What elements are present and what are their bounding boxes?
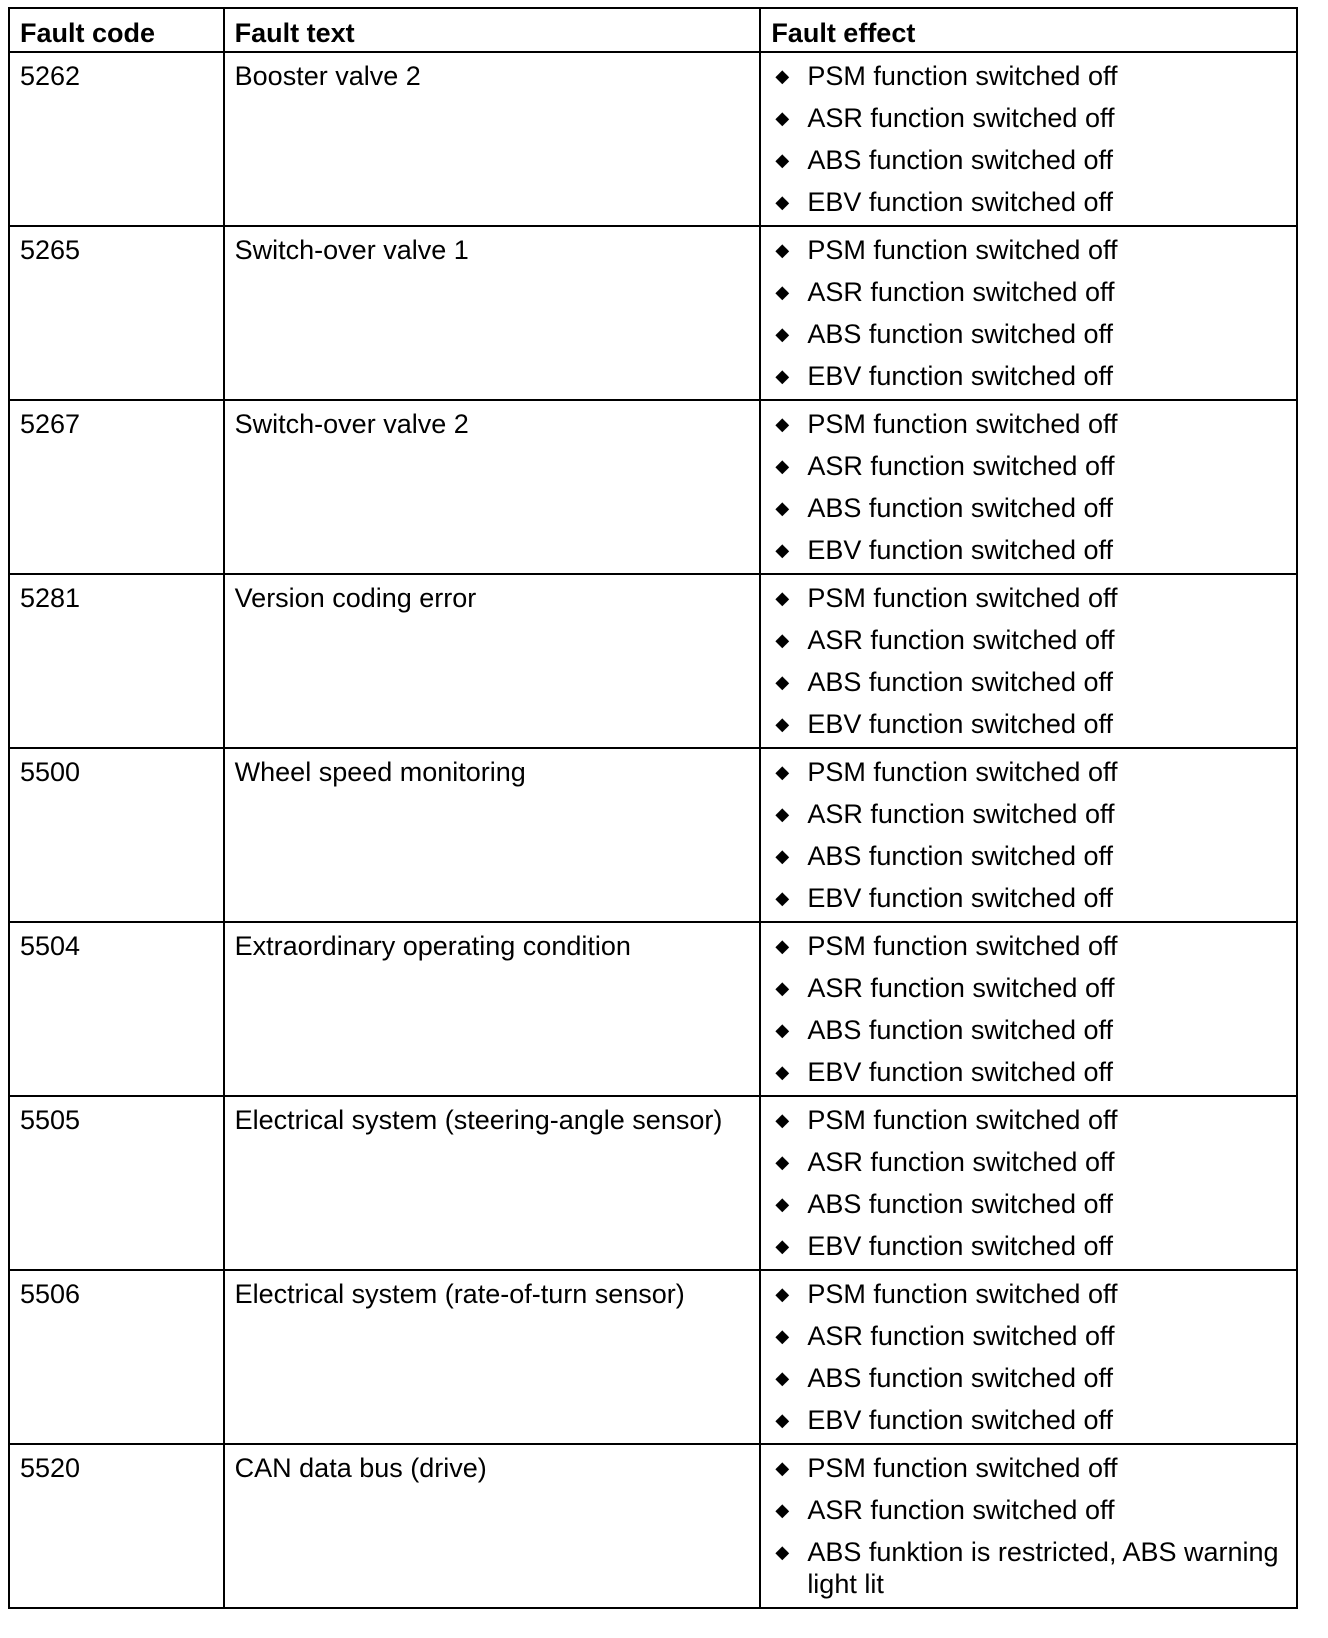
fault-code-cell: 5267 bbox=[9, 400, 224, 574]
list-item bbox=[771, 1531, 1286, 1605]
fault-effect-text: ABS function switched off bbox=[807, 1189, 1113, 1219]
fault-effect-text: ASR function switched off bbox=[807, 799, 1115, 829]
fault-effect-text: PSM function switched off bbox=[807, 931, 1118, 961]
list-item bbox=[771, 1051, 1286, 1093]
diamond-bullet-icon: ◆ bbox=[775, 1500, 790, 1520]
diamond-bullet-icon: ◆ bbox=[775, 714, 790, 734]
fault-effect-text: ASR function switched off bbox=[807, 103, 1115, 133]
list-item bbox=[771, 271, 1286, 313]
list-item bbox=[771, 55, 1286, 97]
fault-effect-text: ASR function switched off bbox=[807, 1147, 1115, 1177]
diamond-bullet-icon: ◆ bbox=[775, 498, 790, 518]
list-item bbox=[771, 445, 1286, 487]
fault-effect-text: ABS function switched off bbox=[807, 319, 1113, 349]
diamond-bullet-icon: ◆ bbox=[775, 66, 790, 86]
fault-effect-cell bbox=[760, 748, 1297, 922]
fault-text-cell: Switch-over valve 2 bbox=[224, 400, 761, 574]
list-item bbox=[771, 181, 1286, 223]
list-item bbox=[771, 619, 1286, 661]
fault-code-cell: 5265 bbox=[9, 226, 224, 400]
fault-effect-text: ABS function switched off bbox=[807, 493, 1113, 523]
diamond-bullet-icon: ◆ bbox=[775, 1020, 790, 1040]
list-item bbox=[771, 925, 1286, 967]
table-row bbox=[9, 226, 1297, 400]
list-item bbox=[771, 1141, 1286, 1183]
diamond-bullet-icon: ◆ bbox=[775, 366, 790, 386]
fault-effect-text: ABS function switched off bbox=[807, 1363, 1113, 1393]
list-item bbox=[771, 229, 1286, 271]
diamond-bullet-icon: ◆ bbox=[775, 936, 790, 956]
diamond-bullet-icon: ◆ bbox=[775, 672, 790, 692]
fault-effect-text: PSM function switched off bbox=[807, 1279, 1118, 1309]
diamond-bullet-icon: ◆ bbox=[775, 282, 790, 302]
table-row bbox=[9, 1444, 1297, 1608]
diamond-bullet-icon: ◆ bbox=[775, 456, 790, 476]
diamond-bullet-icon: ◆ bbox=[775, 108, 790, 128]
list-item bbox=[771, 1183, 1286, 1225]
table-body bbox=[9, 52, 1297, 1608]
fault-code-cell: 5520 bbox=[9, 1444, 224, 1608]
fault-effect-text: EBV function switched off bbox=[807, 535, 1113, 565]
list-item bbox=[771, 1447, 1286, 1489]
diamond-bullet-icon: ◆ bbox=[775, 1458, 790, 1478]
fault-effect-text: PSM function switched off bbox=[807, 61, 1118, 91]
list-item bbox=[771, 877, 1286, 919]
list-item bbox=[771, 835, 1286, 877]
fault-code-cell: 5506 bbox=[9, 1270, 224, 1444]
fault-effect-cell bbox=[760, 574, 1297, 748]
diamond-bullet-icon: ◆ bbox=[775, 1062, 790, 1082]
fault-effect-text: EBV function switched off bbox=[807, 883, 1113, 913]
diamond-bullet-icon: ◆ bbox=[775, 1284, 790, 1304]
fault-effect-cell bbox=[760, 226, 1297, 400]
fault-effect-text: ASR function switched off bbox=[807, 1321, 1115, 1351]
diamond-bullet-icon: ◆ bbox=[775, 804, 790, 824]
diamond-bullet-icon: ◆ bbox=[775, 1194, 790, 1214]
diamond-bullet-icon: ◆ bbox=[775, 1326, 790, 1346]
diamond-bullet-icon: ◆ bbox=[775, 240, 790, 260]
fault-code-cell: 5500 bbox=[9, 748, 224, 922]
diamond-bullet-icon: ◆ bbox=[775, 1410, 790, 1430]
diamond-bullet-icon: ◆ bbox=[775, 192, 790, 212]
diamond-bullet-icon: ◆ bbox=[775, 762, 790, 782]
header-fault-text: Fault text bbox=[224, 8, 761, 52]
fault-effect-text: ABS function switched off bbox=[807, 667, 1113, 697]
list-item bbox=[771, 313, 1286, 355]
fault-effect-text: EBV function switched off bbox=[807, 709, 1113, 739]
list-item bbox=[771, 1273, 1286, 1315]
fault-effect-list bbox=[771, 751, 1286, 919]
table-row bbox=[9, 1270, 1297, 1444]
fault-effect-text: PSM function switched off bbox=[807, 583, 1118, 613]
fault-effect-text: EBV function switched off bbox=[807, 187, 1113, 217]
fault-code-cell: 5504 bbox=[9, 922, 224, 1096]
fault-text-cell: Wheel speed monitoring bbox=[224, 748, 761, 922]
fault-code-cell: 5281 bbox=[9, 574, 224, 748]
fault-effect-list bbox=[771, 577, 1286, 745]
list-item bbox=[771, 703, 1286, 745]
table-row bbox=[9, 574, 1297, 748]
fault-effect-list bbox=[771, 55, 1286, 223]
fault-effect-list bbox=[771, 1099, 1286, 1267]
list-item bbox=[771, 1315, 1286, 1357]
fault-effect-cell bbox=[760, 1270, 1297, 1444]
fault-effect-text: PSM function switched off bbox=[807, 757, 1118, 787]
diamond-bullet-icon: ◆ bbox=[775, 1368, 790, 1388]
fault-effect-text: PSM function switched off bbox=[807, 1105, 1118, 1135]
diamond-bullet-icon: ◆ bbox=[775, 324, 790, 344]
fault-text-cell: Electrical system (steering-angle sensor) bbox=[224, 1096, 761, 1270]
fault-code-cell: 5262 bbox=[9, 52, 224, 226]
list-item bbox=[771, 967, 1286, 1009]
diamond-bullet-icon: ◆ bbox=[775, 1236, 790, 1256]
fault-effect-text: PSM function switched off bbox=[807, 1453, 1118, 1483]
list-item bbox=[771, 661, 1286, 703]
list-item bbox=[771, 793, 1286, 835]
header-fault-effect: Fault effect bbox=[760, 8, 1297, 52]
table-row bbox=[9, 748, 1297, 922]
fault-text-cell: Electrical system (rate-of-turn sensor) bbox=[224, 1270, 761, 1444]
fault-text-cell: Booster valve 2 bbox=[224, 52, 761, 226]
fault-effect-text: EBV function switched off bbox=[807, 1057, 1113, 1087]
fault-effect-text: PSM function switched off bbox=[807, 235, 1118, 265]
table-row bbox=[9, 922, 1297, 1096]
fault-text-cell: Version coding error bbox=[224, 574, 761, 748]
list-item bbox=[771, 1357, 1286, 1399]
list-item bbox=[771, 1099, 1286, 1141]
fault-effect-cell bbox=[760, 52, 1297, 226]
fault-effect-list bbox=[771, 1273, 1286, 1441]
diamond-bullet-icon: ◆ bbox=[775, 588, 790, 608]
diamond-bullet-icon: ◆ bbox=[775, 978, 790, 998]
fault-effect-text: ASR function switched off bbox=[807, 973, 1115, 1003]
fault-effect-text: ABS function switched off bbox=[807, 1015, 1113, 1045]
table-row bbox=[9, 1096, 1297, 1270]
fault-code-cell: 5505 bbox=[9, 1096, 224, 1270]
table-row bbox=[9, 400, 1297, 574]
list-item bbox=[771, 529, 1286, 571]
fault-effect-list bbox=[771, 1447, 1286, 1605]
list-item bbox=[771, 97, 1286, 139]
fault-effect-text: EBV function switched off bbox=[807, 1231, 1113, 1261]
fault-effect-text: ABS function switched off bbox=[807, 145, 1113, 175]
fault-text-cell: Extraordinary operating condition bbox=[224, 922, 761, 1096]
table-header-row bbox=[9, 8, 1297, 52]
diamond-bullet-icon: ◆ bbox=[775, 888, 790, 908]
fault-effect-text: ASR function switched off bbox=[807, 451, 1115, 481]
diamond-bullet-icon: ◆ bbox=[775, 150, 790, 170]
diamond-bullet-icon: ◆ bbox=[775, 540, 790, 560]
diamond-bullet-icon: ◆ bbox=[775, 1542, 790, 1562]
fault-text-cell: Switch-over valve 1 bbox=[224, 226, 761, 400]
list-item bbox=[771, 139, 1286, 181]
fault-effect-text: ASR function switched off bbox=[807, 277, 1115, 307]
diamond-bullet-icon: ◆ bbox=[775, 1110, 790, 1130]
fault-effect-text: ASR function switched off bbox=[807, 625, 1115, 655]
diamond-bullet-icon: ◆ bbox=[775, 1152, 790, 1172]
fault-effect-text: EBV function switched off bbox=[807, 361, 1113, 391]
fault-effect-text: PSM function switched off bbox=[807, 409, 1118, 439]
diamond-bullet-icon: ◆ bbox=[775, 630, 790, 650]
header-fault-code: Fault code bbox=[9, 8, 224, 52]
fault-effect-list bbox=[771, 925, 1286, 1093]
list-item bbox=[771, 403, 1286, 445]
list-item bbox=[771, 1399, 1286, 1441]
fault-effect-text: ABS funktion is restricted, ABS warning light lit bbox=[807, 1537, 1279, 1599]
fault-effect-list bbox=[771, 229, 1286, 397]
fault-effect-text: EBV function switched off bbox=[807, 1405, 1113, 1435]
fault-effect-text: ABS function switched off bbox=[807, 841, 1113, 871]
fault-text-cell: CAN data bus (drive) bbox=[224, 1444, 761, 1608]
diamond-bullet-icon: ◆ bbox=[775, 846, 790, 866]
list-item bbox=[771, 1225, 1286, 1267]
list-item bbox=[771, 1489, 1286, 1531]
fault-effect-list bbox=[771, 403, 1286, 571]
list-item bbox=[771, 751, 1286, 793]
fault-effect-cell bbox=[760, 1444, 1297, 1608]
list-item bbox=[771, 577, 1286, 619]
list-item bbox=[771, 487, 1286, 529]
fault-effect-cell bbox=[760, 400, 1297, 574]
list-item bbox=[771, 1009, 1286, 1051]
table-row bbox=[9, 52, 1297, 226]
fault-table bbox=[8, 7, 1298, 1609]
fault-effect-cell bbox=[760, 922, 1297, 1096]
fault-effect-text: ASR function switched off bbox=[807, 1495, 1115, 1525]
list-item bbox=[771, 355, 1286, 397]
fault-effect-cell bbox=[760, 1096, 1297, 1270]
diamond-bullet-icon: ◆ bbox=[775, 414, 790, 434]
